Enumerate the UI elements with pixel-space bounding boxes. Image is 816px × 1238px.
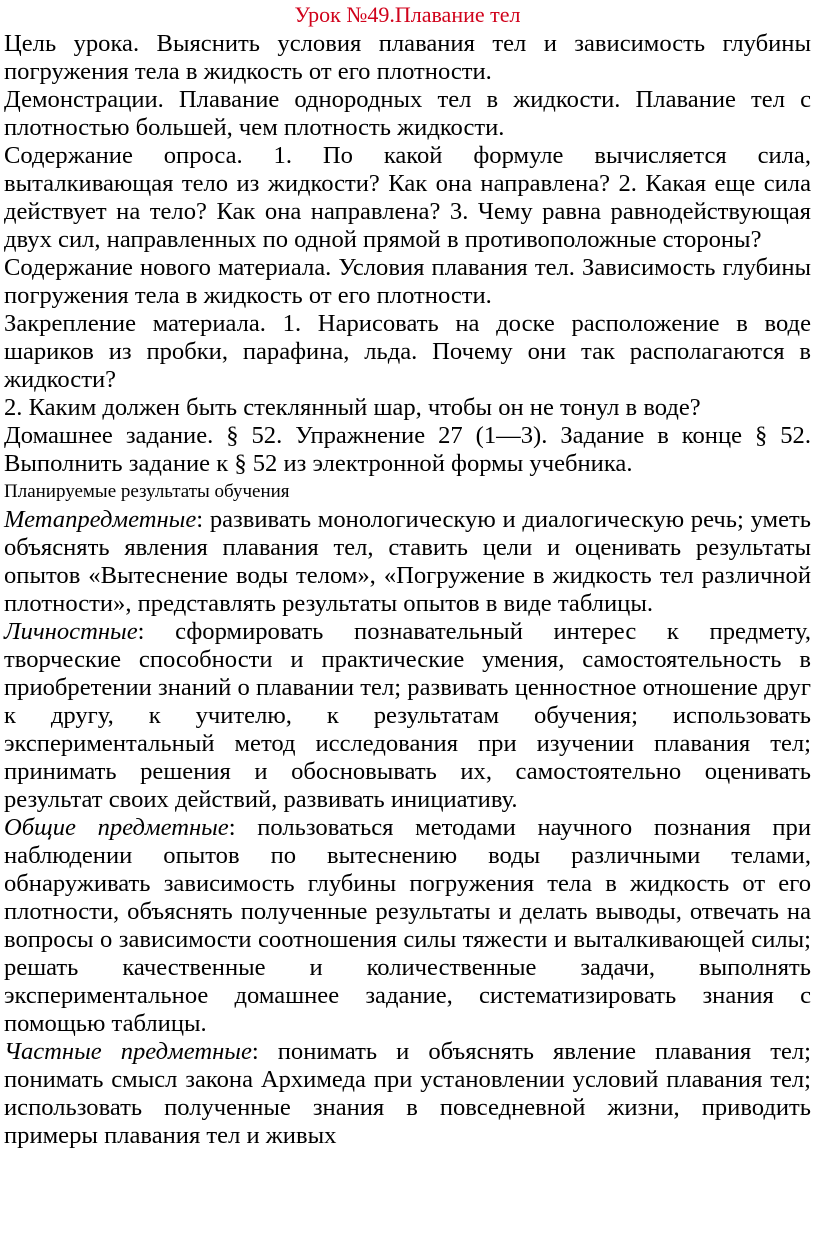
specific-subject-text: : понимать и объяснять явление плавания тел; понимать смысл закона Архимеда при установлении условий плавания тел; использовать полученные знания в повседневной жизни, приводить примеры плавания тел и живых [4, 1038, 811, 1149]
metasubject-text: : развивать монологическую и диалогическую речь; уметь объяснять явления плавания тел, ставить цели и оценивать результаты опытов «Вытеснение воды телом», «Погружение в жидкость тел различной плотности», представлять результаты опытов в виде таблицы. [4, 506, 811, 617]
lesson-title: Урок №49.Плавание тел [294, 2, 521, 27]
general-subject-text: : пользоваться методами научного познания при наблюдении опытов по вытеснению воды различными телами, обнаруживать зависимость глубины погружения тела в жидкость от его плотности, объяснять полученные результаты и делать выводы, отвечать на вопросы о зависимости соотношения силы тяжести и выталкивающей силы; решать качественные и количественные задачи, выполнять экспериментальное домашнее задание, систематизировать знания с помощью таблицы. [4, 814, 811, 1037]
lesson-goal: Цель урока. Выяснить условия плавания тел и зависимость глубины погружения тела в жидкость от его плотности. [4, 30, 811, 85]
metasubject-results [4, 506, 811, 618]
personal-text: : сформировать познавательный интерес к предмету, творческие способности и практические умения, самостоятельность в приобретении знаний о плавании тел; развивать ценностное отношение друг к другу, к учителю, к результатам обучения; использовать экспериментальный метод исследования при изучении плавания тел; принимать решения и обосновывать их, самостоятельно оценивать результат своих действий, развивать инициативу. [4, 618, 811, 813]
personal-results [4, 618, 811, 814]
specific-subject-results [4, 1038, 811, 1150]
demonstrations: Демонстрации. Плавание однородных тел в жидкости. Плавание тел с плотностью большей, чем плотность жидкости. [4, 86, 811, 141]
metasubject-term: Метапредметные [4, 506, 197, 533]
general-subject-term: Общие предметные [4, 814, 229, 841]
consolidation-task-2: 2. Каким должен быть стеклянный шар, чтобы он не тонул в воде? [4, 394, 701, 421]
planned-results-heading: Планируемые результаты обучения [4, 481, 290, 502]
consolidation-task-1: Закрепление материала. 1. Нарисовать на доске расположение в воде шариков из пробки, парафина, льда. Почему они так располагаются в жидкости? [4, 310, 811, 393]
new-material: Содержание нового материала. Условия плавания тел. Зависимость глубины погружения тела в жидкость от его плотности. [4, 254, 811, 309]
homework: Домашнее задание. § 52. Упражнение 27 (1—3). Задание в конце § 52. Выполнить задание к § 52 из электронной формы учебника. [4, 422, 811, 477]
specific-subject-term: Частные предметные [4, 1038, 252, 1065]
personal-term: Личностные [4, 618, 138, 645]
survey-content: Содержание опроса. 1. По какой формуле вычисляется сила, выталкивающая тело из жидкости? Как она направлена? 2. Какая еще сила действует на тело? Как она направлена? 3. Чему равна равнодействующая двух сил, направленных по одной прямой в противоположные стороны? [4, 142, 811, 253]
general-subject-results [4, 814, 811, 1038]
